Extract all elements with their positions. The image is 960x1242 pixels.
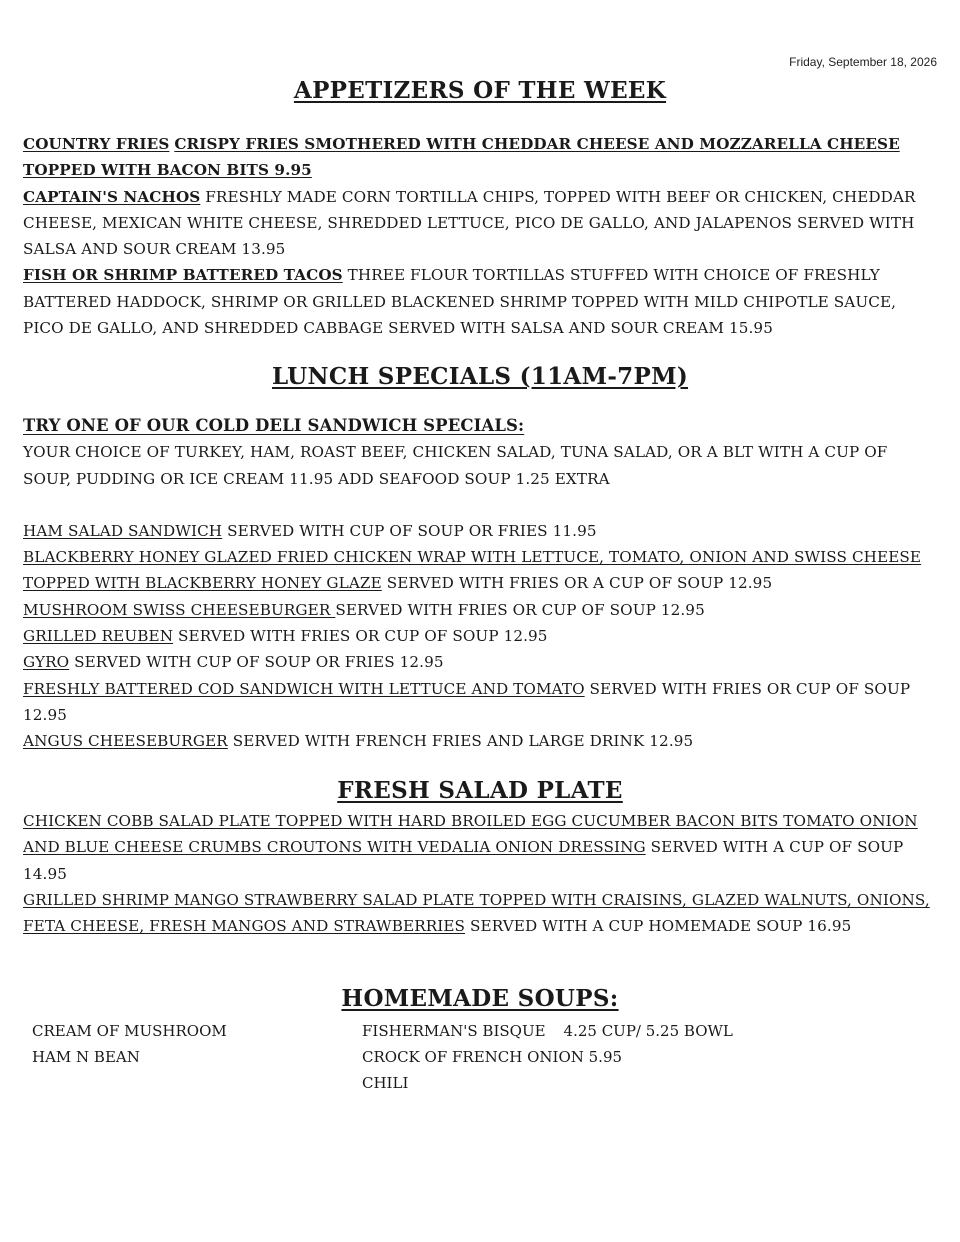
lunch-item	[23, 518, 938, 544]
soups-left-column	[32, 1018, 227, 1070]
salad-item-desc: SERVED WITH A CUP HOMEMADE SOUP 16.95	[465, 917, 852, 936]
lunch-item-name: FRESHLY BATTERED COD SANDWICH WITH LETTUCE AND TOMATO	[23, 679, 585, 698]
salad-item	[23, 887, 938, 940]
salad-title: FRESH SALAD PLATE	[337, 777, 623, 804]
lunch-item-name: GRILLED REUBEN	[23, 627, 174, 646]
appetizer-desc: FRESHLY MADE CORN TORTILLA CHIPS, TOPPED WITH BEEF OR CHICKEN, CHEDDAR CHEESE, MEXICAN WHITE CHEESE, SHREDDED LETTUCE, PICO DE GALLO, AND JALAPENOS SERVED WITH SALSA AND SOUR CREAM 13.95	[23, 187, 916, 259]
soup-name: CROCK OF FRENCH ONION 5.95	[362, 1048, 623, 1066]
lunch-item-desc: SERVED WITH FRIES OR A CUP OF SOUP 12.95	[381, 574, 773, 593]
lunch-item-desc: SERVED WITH FRIES OR CUP OF SOUP 12.95	[23, 679, 911, 724]
soup-item: CREAM OF MUSHROOM	[32, 1022, 227, 1040]
lunch-item-desc: SERVED WITH FRIES OR CUP OF SOUP 12.95	[335, 600, 705, 619]
salad-item-desc: SERVED WITH A CUP OF SOUP 14.95	[23, 838, 904, 883]
appetizer-name: CAPTAIN'S NACHOS	[23, 187, 201, 206]
lunch-item-name: MUSHROOM SWISS CHEESEBURGER	[23, 600, 336, 619]
lunch-item-desc: SERVED WITH FRIES OR CUP OF SOUP 12.95	[173, 627, 548, 646]
appetizer-item	[23, 184, 938, 263]
lunch-item-name: GYRO	[23, 653, 70, 672]
lunch-item-desc: SERVED WITH CUP OF SOUP OR FRIES 11.95	[222, 521, 597, 540]
lunch-item-desc: SERVED WITH CUP OF SOUP OR FRIES 12.95	[69, 653, 444, 672]
salad-item-name: CHICKEN COBB SALAD PLATE TOPPED WITH HARD BROILED EGG CUCUMBER BACON BITS TOMATO ONION AND BLUE CHEESE CRUMBS CROUTONS WITH VEDALIA ONION DRESSING	[23, 812, 918, 857]
soup-item: HAM N BEAN	[32, 1048, 140, 1066]
soup-item	[362, 1070, 733, 1096]
lunch-section	[23, 413, 938, 755]
appetizer-item	[23, 262, 938, 341]
salad-item-name: GRILLED SHRIMP MANGO STRAWBERRY SALAD PLATE TOPPED WITH CRAISINS, GLAZED WALNUTS, ONIONS, FETA CHEESE, FRESH MANGOS AND STRAWBERRIES	[23, 890, 930, 936]
appetizer-desc: THREE FLOUR TORTILLAS STUFFED WITH CHOICE OF FRESHLY BATTERED HADDOCK, SHRIMP OR GRILLED BLACKENED SHRIMP TOPPED WITH MILD CHIPOTLE SAUCE, PICO DE GALLO, AND SHREDDED CABBAGE SERVED WITH SALSA AND SOUR CREAM 15.95	[23, 266, 897, 338]
soup-price: 4.25 CUP/ 5.25 BOWL	[563, 1022, 733, 1040]
appetizers-section	[23, 131, 938, 341]
lunch-item	[23, 597, 938, 623]
appetizer-name: FISH OR SHRIMP BATTERED TACOS	[23, 266, 343, 285]
lunch-item	[23, 676, 938, 729]
lunch-item	[23, 623, 938, 649]
lunch-item-name: ANGUS CHEESEBURGER	[23, 732, 228, 751]
lunch-item-name: HAM SALAD SANDWICH	[23, 521, 223, 540]
appetizer-item	[23, 131, 938, 184]
deli-heading: TRY ONE OF OUR COLD DELI SANDWICH SPECIALS:	[23, 416, 525, 435]
appetizer-name: COUNTRY FRIES	[23, 135, 170, 153]
appetizer-desc: CRISPY FRIES SMOTHERED WITH CHEDDAR CHEESE AND MOZZARELLA CHEESE TOPPED WITH BACON BITS 9.95	[23, 135, 900, 180]
lunch-item	[23, 728, 938, 754]
lunch-title: LUNCH SPECIALS (11AM-7PM)	[271, 363, 689, 390]
deli-description: YOUR CHOICE OF TURKEY, HAM, ROAST BEEF, CHICKEN SALAD, TUNA SALAD, OR A BLT WITH A CUP OF SOUP, PUDDING OR ICE CREAM 11.95 ADD SEAFOOD SOUP 1.25 EXTRA	[23, 443, 888, 488]
soup-name: FISHERMAN'S BISQUE	[362, 1022, 546, 1040]
soup-item	[362, 1044, 733, 1070]
lunch-item-name: BLACKBERRY HONEY GLAZED FRIED CHICKEN WRAP WITH LETTUCE, TOMATO, ONION AND SWISS CHEESE TOPPED WITH BLACKBERRY HONEY GLAZE	[23, 548, 922, 593]
salad-section	[23, 808, 938, 939]
soup-item	[362, 1018, 733, 1044]
lunch-item-desc: SERVED WITH FRENCH FRIES AND LARGE DRINK 12.95	[227, 732, 694, 751]
salad-item	[23, 808, 938, 887]
menu-date: Friday, September 18, 2026	[789, 55, 937, 69]
soups-title: HOMEMADE SOUPS:	[341, 985, 619, 1012]
soups-right-column	[362, 1018, 733, 1096]
soup-name: CHILI	[362, 1074, 409, 1092]
lunch-item	[23, 649, 938, 675]
appetizers-title: APPETIZERS OF THE WEEK	[293, 77, 667, 104]
lunch-item	[23, 544, 938, 597]
